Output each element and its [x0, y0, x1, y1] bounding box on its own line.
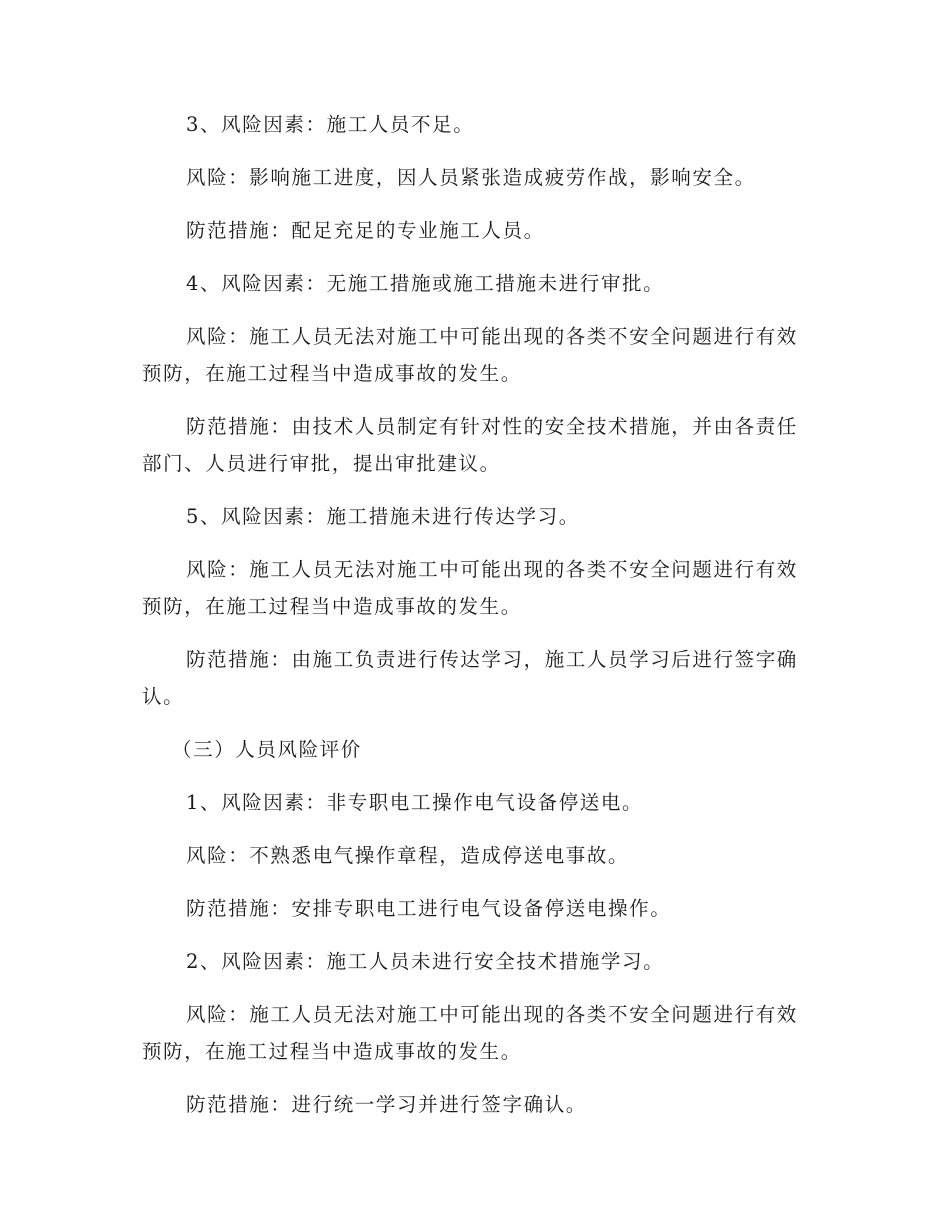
prevention-paragraph: 防范措施：由技术人员制定有针对性的安全技术措施，并由各责任部门、人员进行审批，提出审批建议。: [142, 415, 798, 475]
list-item-risk-factor: 1、风险因素：非专职电工操作电气设备停送电。: [186, 791, 644, 814]
risk-paragraph: 风险：施工人员无法对施工中可能出现的各类不安全问题进行有效预防，在施工过程当中造成事故的发生。: [142, 325, 798, 385]
list-item-risk-factor: 5、风险因素：施工措施未进行传达学习。: [186, 505, 580, 528]
prevention-paragraph: 防范措施：安排专职电工进行电气设备停送电操作。: [186, 897, 672, 920]
list-item-risk-factor: 3、风险因素：施工人员不足。: [186, 113, 475, 136]
risk-paragraph: 风险：影响施工进度，因人员紧张造成疲劳作战，影响安全。: [186, 166, 756, 189]
prevention-paragraph: 防范措施：配足充足的专业施工人员。: [186, 219, 545, 242]
prevention-paragraph: 防范措施：进行统一学习并进行签字确认。: [186, 1093, 587, 1116]
list-item-risk-factor: 2、风险因素：施工人员未进行安全技术措施学习。: [186, 950, 665, 973]
risk-paragraph: 风险：不熟悉电气操作章程，造成停送电事故。: [186, 844, 630, 867]
risk-paragraph: 风险：施工人员无法对施工中可能出现的各类不安全问题进行有效预防，在施工过程当中造成事故的发生。: [142, 1003, 798, 1063]
document-body: [142, 106, 802, 1139]
section-heading: （三）人员风险评价: [172, 738, 362, 761]
prevention-paragraph: 防范措施：由施工负责进行传达学习，施工人员学习后进行签字确认。: [142, 648, 798, 708]
list-item-risk-factor: 4、风险因素：无施工措施或施工措施未进行审批。: [186, 272, 665, 295]
risk-paragraph: 风险：施工人员无法对施工中可能出现的各类不安全问题进行有效预防，在施工过程当中造成事故的发生。: [142, 558, 798, 618]
